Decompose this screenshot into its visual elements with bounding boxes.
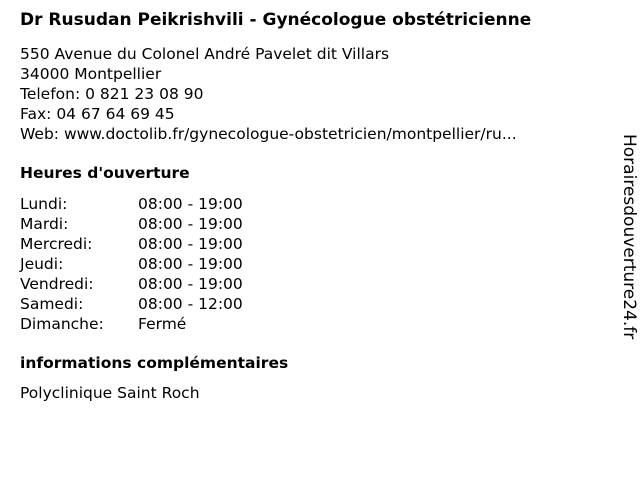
additional-info-text: Polyclinique Saint Roch xyxy=(20,384,200,402)
hours-row-friday xyxy=(20,274,243,294)
day-hours: 08:00 - 19:00 xyxy=(138,195,243,213)
hours-row-tuesday xyxy=(20,214,243,234)
day-label: Dimanche: xyxy=(20,315,104,333)
additional-info-heading: informations complémentaires xyxy=(20,354,289,372)
phone-number: Telefon: 0 821 23 08 90 xyxy=(20,85,204,103)
street-address: 550 Avenue du Colonel André Pavelet dit Villars xyxy=(20,45,390,63)
page-title: Dr Rusudan Peikrishvili - Gynécologue obstétricienne xyxy=(20,10,532,30)
day-hours: 08:00 - 19:00 xyxy=(138,215,243,233)
website-url: Web: www.doctolib.fr/gynecologue-obstetricien/montpellier/ru... xyxy=(20,125,517,143)
day-label: Vendredi: xyxy=(20,275,94,293)
hours-row-thursday xyxy=(20,254,243,274)
fax-number: Fax: 04 67 64 69 45 xyxy=(20,105,175,123)
day-label: Jeudi: xyxy=(20,255,64,273)
day-label: Samedi: xyxy=(20,295,84,313)
day-hours: Fermé xyxy=(138,315,187,333)
day-label: Mardi: xyxy=(20,215,69,233)
address-block xyxy=(20,44,600,144)
site-watermark: Horairesdouverture24.fr xyxy=(619,134,639,340)
opening-hours-table xyxy=(20,194,243,334)
hours-row-monday xyxy=(20,194,243,214)
hours-row-wednesday xyxy=(20,234,243,254)
hours-row-saturday xyxy=(20,294,243,314)
opening-hours-heading: Heures d'ouverture xyxy=(20,164,190,182)
day-label: Lundi: xyxy=(20,195,68,213)
city-address: 34000 Montpellier xyxy=(20,65,162,83)
hours-row-sunday xyxy=(20,314,243,334)
day-hours: 08:00 - 19:00 xyxy=(138,255,243,273)
day-label: Mercredi: xyxy=(20,235,93,253)
day-hours: 08:00 - 19:00 xyxy=(138,235,243,253)
day-hours: 08:00 - 12:00 xyxy=(138,295,243,313)
day-hours: 08:00 - 19:00 xyxy=(138,275,243,293)
